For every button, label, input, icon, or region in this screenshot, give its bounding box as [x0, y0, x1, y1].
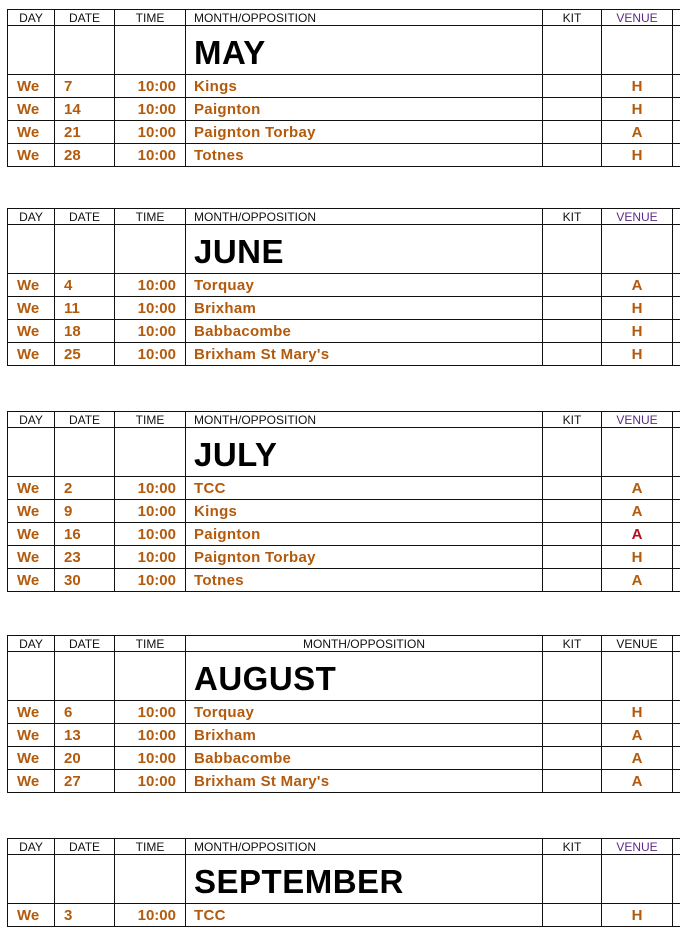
date-cell: 7 — [55, 75, 115, 98]
fixture-row — [8, 144, 680, 167]
opposition-cell: Brixham St Mary's — [186, 770, 543, 793]
header-extra — [673, 412, 680, 428]
time-cell: 10:00 — [115, 477, 186, 500]
venue-cell: H — [602, 904, 673, 927]
blank-cell — [115, 26, 186, 75]
header-date: DATE — [55, 839, 115, 855]
day-cell: We — [8, 724, 55, 747]
time-cell: 10:00 — [115, 98, 186, 121]
extra-cell — [673, 121, 680, 144]
fixture-row — [8, 98, 680, 121]
day-cell: We — [8, 701, 55, 724]
kit-cell — [543, 144, 602, 167]
extra-cell — [673, 144, 680, 167]
header-opposition: MONTH/OPPOSITION — [186, 839, 543, 855]
opposition-cell: Brixham — [186, 297, 543, 320]
blank-cell — [602, 225, 673, 274]
month-title: MAY — [186, 26, 543, 75]
fixture-row — [8, 477, 680, 500]
blank-cell — [673, 428, 680, 477]
day-cell: We — [8, 320, 55, 343]
extra-cell — [673, 297, 680, 320]
month-title: JULY — [186, 428, 543, 477]
header-extra — [673, 209, 680, 225]
header-row — [8, 636, 680, 652]
kit-cell — [543, 770, 602, 793]
blank-cell — [543, 225, 602, 274]
header-time: TIME — [115, 209, 186, 225]
opposition-cell: Babbacombe — [186, 747, 543, 770]
header-kit: KIT — [543, 10, 602, 26]
opposition-cell: Babbacombe — [186, 320, 543, 343]
date-cell: 30 — [55, 569, 115, 592]
blank-cell — [543, 428, 602, 477]
blank-cell — [602, 652, 673, 701]
date-cell: 27 — [55, 770, 115, 793]
day-cell: We — [8, 569, 55, 592]
blank-cell — [8, 855, 55, 904]
date-cell: 4 — [55, 274, 115, 297]
month-row — [8, 225, 680, 274]
time-cell: 10:00 — [115, 724, 186, 747]
opposition-cell: Paignton Torbay — [186, 121, 543, 144]
date-cell: 28 — [55, 144, 115, 167]
fixture-row — [8, 343, 680, 366]
header-date: DATE — [55, 636, 115, 652]
blank-cell — [8, 428, 55, 477]
header-date: DATE — [55, 10, 115, 26]
month-title: AUGUST — [186, 652, 543, 701]
fixture-row — [8, 500, 680, 523]
month-table-september — [7, 838, 680, 927]
time-cell: 10:00 — [115, 770, 186, 793]
blank-cell — [602, 855, 673, 904]
day-cell: We — [8, 121, 55, 144]
opposition-cell: TCC — [186, 477, 543, 500]
header-time: TIME — [115, 839, 186, 855]
date-cell: 16 — [55, 523, 115, 546]
opposition-cell: Brixham St Mary's — [186, 343, 543, 366]
date-cell: 11 — [55, 297, 115, 320]
kit-cell — [543, 98, 602, 121]
time-cell: 10:00 — [115, 569, 186, 592]
fixture-row — [8, 701, 680, 724]
fixture-row — [8, 569, 680, 592]
fixture-row — [8, 523, 680, 546]
month-table-may — [7, 9, 680, 167]
month-row — [8, 652, 680, 701]
fixture-row — [8, 121, 680, 144]
day-cell: We — [8, 274, 55, 297]
header-row — [8, 10, 680, 26]
header-venue: VENUE — [602, 10, 673, 26]
extra-cell — [673, 477, 680, 500]
fixture-row — [8, 747, 680, 770]
kit-cell — [543, 343, 602, 366]
time-cell: 10:00 — [115, 701, 186, 724]
blank-cell — [673, 652, 680, 701]
fixture-row — [8, 320, 680, 343]
kit-cell — [543, 904, 602, 927]
blank-cell — [115, 855, 186, 904]
blank-cell — [115, 652, 186, 701]
kit-cell — [543, 274, 602, 297]
blank-cell — [115, 428, 186, 477]
day-cell: We — [8, 343, 55, 366]
day-cell: We — [8, 144, 55, 167]
header-row — [8, 412, 680, 428]
date-cell: 3 — [55, 904, 115, 927]
fixture-row — [8, 724, 680, 747]
blank-cell — [602, 26, 673, 75]
date-cell: 2 — [55, 477, 115, 500]
time-cell: 10:00 — [115, 546, 186, 569]
date-cell: 13 — [55, 724, 115, 747]
blank-cell — [55, 428, 115, 477]
blank-cell — [602, 428, 673, 477]
opposition-cell: TCC — [186, 904, 543, 927]
day-cell: We — [8, 770, 55, 793]
header-extra — [673, 10, 680, 26]
month-title: SEPTEMBER — [186, 855, 543, 904]
kit-cell — [543, 569, 602, 592]
extra-cell — [673, 724, 680, 747]
fixture-row — [8, 297, 680, 320]
header-kit: KIT — [543, 209, 602, 225]
date-cell: 14 — [55, 98, 115, 121]
blank-cell — [8, 26, 55, 75]
date-cell: 18 — [55, 320, 115, 343]
day-cell: We — [8, 904, 55, 927]
blank-cell — [55, 225, 115, 274]
header-day: DAY — [8, 10, 55, 26]
kit-cell — [543, 546, 602, 569]
date-cell: 6 — [55, 701, 115, 724]
kit-cell — [543, 724, 602, 747]
opposition-cell: Totnes — [186, 144, 543, 167]
kit-cell — [543, 523, 602, 546]
extra-cell — [673, 343, 680, 366]
date-cell: 20 — [55, 747, 115, 770]
header-venue: VENUE — [602, 209, 673, 225]
month-table-august — [7, 635, 680, 793]
extra-cell — [673, 770, 680, 793]
day-cell: We — [8, 747, 55, 770]
date-cell: 23 — [55, 546, 115, 569]
day-cell: We — [8, 500, 55, 523]
extra-cell — [673, 523, 680, 546]
header-time: TIME — [115, 636, 186, 652]
header-extra — [673, 839, 680, 855]
day-cell: We — [8, 98, 55, 121]
opposition-cell: Kings — [186, 75, 543, 98]
kit-cell — [543, 477, 602, 500]
blank-cell — [55, 855, 115, 904]
opposition-cell: Paignton — [186, 523, 543, 546]
header-kit: KIT — [543, 636, 602, 652]
venue-cell: A — [602, 477, 673, 500]
venue-cell: A — [602, 274, 673, 297]
time-cell: 10:00 — [115, 343, 186, 366]
date-cell: 9 — [55, 500, 115, 523]
time-cell: 10:00 — [115, 500, 186, 523]
opposition-cell: Totnes — [186, 569, 543, 592]
month-table-june — [7, 208, 680, 366]
venue-cell: A — [602, 523, 673, 546]
blank-cell — [673, 855, 680, 904]
blank-cell — [673, 26, 680, 75]
fixture-row — [8, 75, 680, 98]
time-cell: 10:00 — [115, 144, 186, 167]
month-row — [8, 428, 680, 477]
header-opposition: MONTH/OPPOSITION — [186, 209, 543, 225]
header-kit: KIT — [543, 412, 602, 428]
extra-cell — [673, 274, 680, 297]
kit-cell — [543, 75, 602, 98]
venue-cell: A — [602, 569, 673, 592]
time-cell: 10:00 — [115, 121, 186, 144]
blank-cell — [8, 225, 55, 274]
extra-cell — [673, 75, 680, 98]
extra-cell — [673, 747, 680, 770]
time-cell: 10:00 — [115, 297, 186, 320]
extra-cell — [673, 546, 680, 569]
fixture-row — [8, 770, 680, 793]
opposition-cell: Kings — [186, 500, 543, 523]
header-venue: VENUE — [602, 636, 673, 652]
month-title: JUNE — [186, 225, 543, 274]
header-extra — [673, 636, 680, 652]
venue-cell: H — [602, 297, 673, 320]
header-venue: VENUE — [602, 412, 673, 428]
month-row — [8, 855, 680, 904]
time-cell: 10:00 — [115, 75, 186, 98]
extra-cell — [673, 701, 680, 724]
venue-cell: H — [602, 320, 673, 343]
header-time: TIME — [115, 10, 186, 26]
blank-cell — [55, 26, 115, 75]
header-row — [8, 209, 680, 225]
venue-cell: H — [602, 98, 673, 121]
kit-cell — [543, 500, 602, 523]
day-cell: We — [8, 477, 55, 500]
venue-cell: H — [602, 343, 673, 366]
month-row — [8, 26, 680, 75]
header-kit: KIT — [543, 839, 602, 855]
date-cell: 25 — [55, 343, 115, 366]
day-cell: We — [8, 75, 55, 98]
venue-cell: H — [602, 701, 673, 724]
header-opposition: MONTH/OPPOSITION — [186, 412, 543, 428]
blank-cell — [543, 855, 602, 904]
header-opposition: MONTH/OPPOSITION — [186, 636, 543, 652]
day-cell: We — [8, 297, 55, 320]
header-row — [8, 839, 680, 855]
blank-cell — [543, 652, 602, 701]
header-day: DAY — [8, 209, 55, 225]
opposition-cell: Torquay — [186, 701, 543, 724]
blank-cell — [673, 225, 680, 274]
opposition-cell: Torquay — [186, 274, 543, 297]
blank-cell — [543, 26, 602, 75]
time-cell: 10:00 — [115, 747, 186, 770]
venue-cell: H — [602, 546, 673, 569]
extra-cell — [673, 320, 680, 343]
blank-cell — [55, 652, 115, 701]
header-date: DATE — [55, 412, 115, 428]
extra-cell — [673, 98, 680, 121]
day-cell: We — [8, 523, 55, 546]
opposition-cell: Paignton — [186, 98, 543, 121]
blank-cell — [8, 652, 55, 701]
extra-cell — [673, 500, 680, 523]
time-cell: 10:00 — [115, 904, 186, 927]
kit-cell — [543, 297, 602, 320]
header-day: DAY — [8, 636, 55, 652]
fixture-row — [8, 546, 680, 569]
opposition-cell: Brixham — [186, 724, 543, 747]
header-time: TIME — [115, 412, 186, 428]
date-cell: 21 — [55, 121, 115, 144]
time-cell: 10:00 — [115, 274, 186, 297]
opposition-cell: Paignton Torbay — [186, 546, 543, 569]
venue-cell: H — [602, 75, 673, 98]
extra-cell — [673, 904, 680, 927]
header-venue: VENUE — [602, 839, 673, 855]
extra-cell — [673, 569, 680, 592]
time-cell: 10:00 — [115, 523, 186, 546]
kit-cell — [543, 701, 602, 724]
venue-cell: A — [602, 724, 673, 747]
day-cell: We — [8, 546, 55, 569]
kit-cell — [543, 320, 602, 343]
header-date: DATE — [55, 209, 115, 225]
venue-cell: H — [602, 144, 673, 167]
header-day: DAY — [8, 412, 55, 428]
venue-cell: A — [602, 770, 673, 793]
time-cell: 10:00 — [115, 320, 186, 343]
header-day: DAY — [8, 839, 55, 855]
kit-cell — [543, 747, 602, 770]
fixture-row — [8, 274, 680, 297]
kit-cell — [543, 121, 602, 144]
venue-cell: A — [602, 121, 673, 144]
month-table-july — [7, 411, 680, 592]
venue-cell: A — [602, 500, 673, 523]
fixture-row — [8, 904, 680, 927]
header-opposition: MONTH/OPPOSITION — [186, 10, 543, 26]
venue-cell: A — [602, 747, 673, 770]
blank-cell — [115, 225, 186, 274]
